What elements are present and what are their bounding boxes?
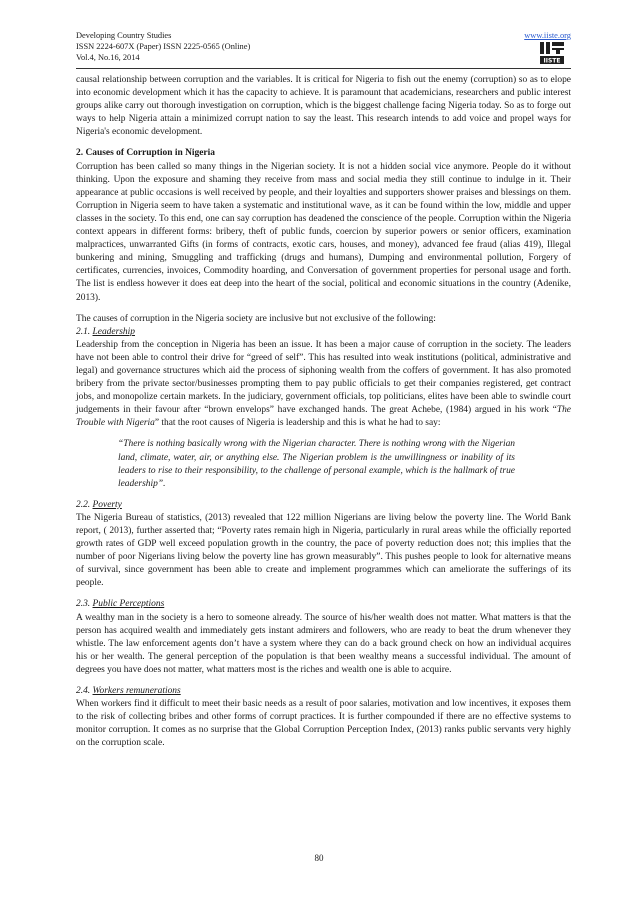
subsection-2-1-heading: 2.1. Leadership	[76, 326, 135, 337]
poverty-paragraph: The Nigeria Bureau of statistics, (2013) revealed that 122 million Nigerians are living below the poverty line. The World Bank report, ( 2013), further asserted that; “Poverty rates remain high in Nigeria, particularly in rural areas while the officially reported growth rates of GDP well exceed population growth in the country, the pace of poverty reduction does not; this implies that the number of poor Nigerians living below the poverty line has grown measurably”. This pushes people to look for alternative means of survival, since government has been able to create and implement programmes which can ameliorate the sufferings of its people.	[76, 512, 571, 589]
intro-paragraph: causal relationship between corruption and the variables. It is critical for Nigeria to fish out the enemy (corruption) so as to elope into economic development which it has the capacity to achieve. It is paramount that academicians, researchers and public interest groups alike carry out thorough investigation on corruption, which is the biggest challenge facing Nigeria today. So as to forge out ways to help Nigeria attain a minimized corrupt nation to say the least. This research intends to add voice and propel ways for Nigeria's economic development.	[76, 75, 571, 138]
volume-line: Vol.4, No.16, 2014	[76, 53, 140, 62]
journal-name: Developing Country Studies	[76, 31, 172, 40]
subsection-2-2-heading: 2.2. Poverty	[76, 499, 122, 510]
iiste-logo	[538, 40, 568, 66]
journal-url-link[interactable]: www.iiste.org	[524, 31, 571, 40]
page-number: 80	[314, 853, 324, 863]
public-perceptions-paragraph: A wealthy man in the society is a hero to someone already. The source of his/her wealth does not matter. What matters is that the person has acquired wealth and immediately gets instant admirers and followers, who are ready to beat the drum whenever they whistle. The law enforcement agents don’t have a system where they can do a back ground check on how an individual acquires his or her wealth. The general perception of the population is that been wealthy means a successful individual. The amount of degrees you have does not matter, what matters most is the riches and wealth one is able to acquire.	[76, 612, 571, 675]
section-2-paragraph: Corruption has been called so many things in the Nigerian society. It is not a hidden social vice anymore. People do it without thinking. Upon the exposure and shaming they receive from mass and social media they still continue to indulge in it. Their appearance at public occasions is well received by people, and their loyalties and supporters shower praises and blessings on them. Corruption in Nigeria seem to have taken a systematic and institutional wave, as it can be found within the low, middle and upper classes in the society. To this end, one can say corruption has deadened the conscience of the people. Corruption within the Nigeria context appears in different forms: bribery, theft of public funds, coercion by superior powers or senior officers, examination malpractices, unwarranted Gifts (in forms of contracts, exotic cars, houses, and money), advanced fee fraud (alias 419), Illegal bunkering and mining, Smuggling and trafficking (drugs and humans), Dumping and environmental pollution, Forgery of certificates, currencies, invoices, Commodity hoarding, and Conversation of government properties for personal usage and forth. The list is endless however it does eat deep into the heart of the social, political and economic situations in the country (Adenike, 2013).	[76, 161, 571, 303]
logo-text: IISTE	[543, 57, 561, 65]
workers-remunerations-paragraph: When workers find it difficult to meet their basic needs as a result of poor salaries, motivation and low incentives, it exposes them to the risk of collecting bribes and other forms of corrupt practices. It is further compounded if there are no effective systems to monitor corruption. It comes as no surprise that the Global Corruption Perception Index, (2013) ranks public servants very highly on the corruption scale.	[76, 699, 571, 749]
issn-line: ISSN 2224-607X (Paper) ISSN 2225-0565 (Online)	[76, 42, 251, 51]
achebe-quote: “There is nothing basically wrong with the Nigerian character. There is nothing wrong with the Nigerian land, climate, water, air, or anything else. The Nigerian problem is the unwillingness or inability of its leaders to rise to their responsibility, to the challenge of personal example, which is the hallmark of true leadership”.	[118, 439, 515, 489]
header-rule	[76, 68, 571, 69]
subsection-2-4-heading: 2.4. Workers remunerations	[76, 686, 181, 697]
article-body	[76, 74, 571, 751]
section-2-heading: 2. Causes of Corruption in Nigeria	[76, 148, 215, 159]
causes-intro: The causes of corruption in the Nigeria society are inclusive but not exclusive of the following:	[76, 313, 436, 324]
leadership-paragraph: Leadership from the conception in Nigeria has been an issue. It has been a major cause of corruption in the society. The leaders have not been able to control their drive for “greed of self”. This has resulted into weak institutions (political, administrative and legal) and governance structures which aid the process of siphoning wealth from the coffers of government. It has also promoted bribery from the private sector/businesses prompting them to pay public officials to get their companies registered, get contract jobs, and monopolize certain markets. In the judiciary, government officials, top politicians, elites have been able to swindle court judgements in their favour after “brown envelops” have exchanged hands. The great Achebe, (1984) argued in his work “The Trouble with Nigeria” that the root causes of Nigeria is leadership and this is what he had to say:	[76, 339, 571, 429]
subsection-2-3-heading: 2.3. Public Perceptions	[76, 599, 165, 610]
